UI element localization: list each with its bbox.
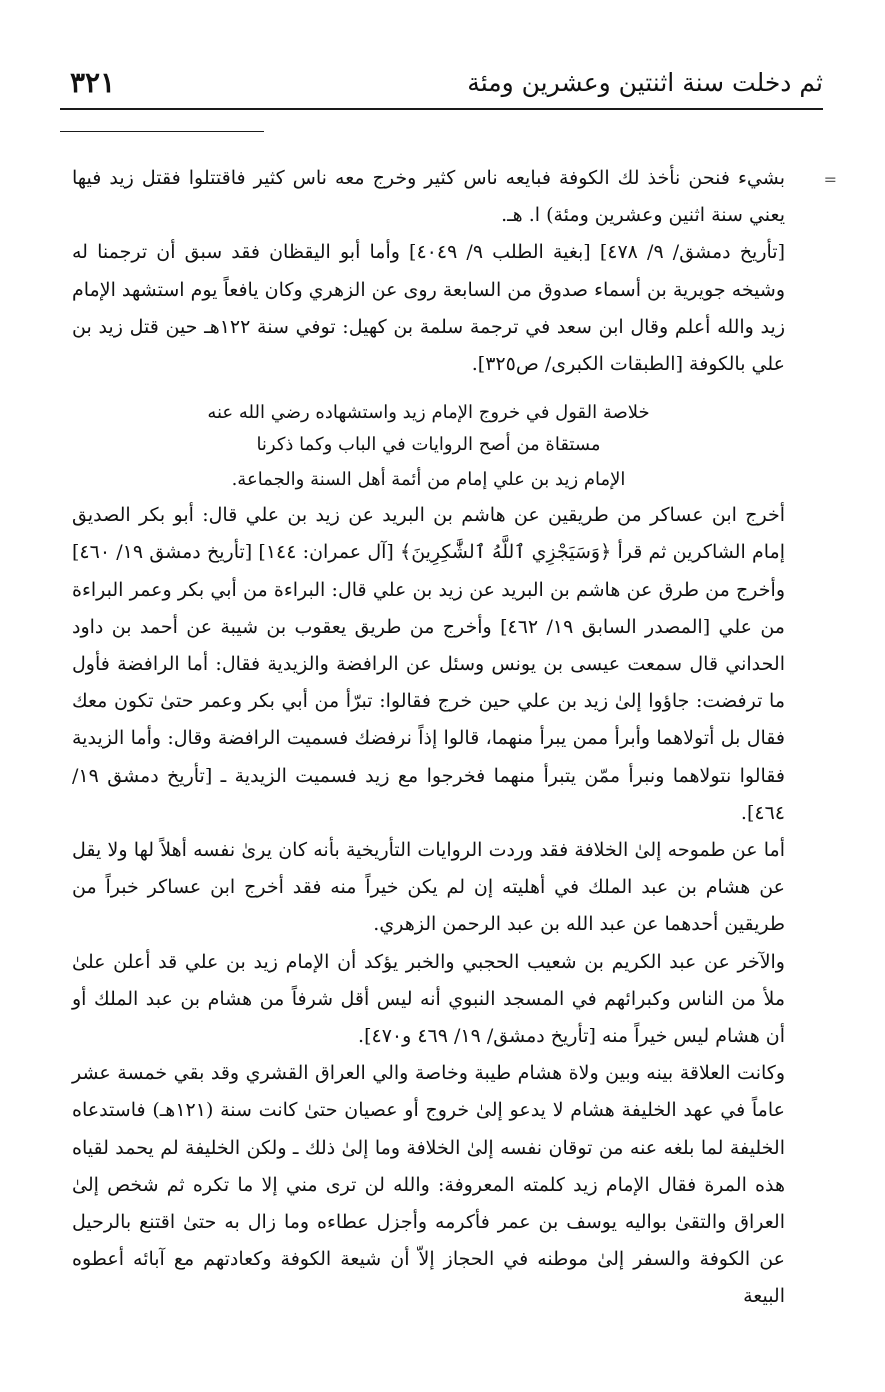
summary-line: مستقاة من أصح الروايات في الباب وكما ذكرنا xyxy=(256,434,601,456)
summary-line: خلاصة القول في خروج الإمام زيد واستشهاده رضي الله عنه xyxy=(207,402,650,424)
paragraph: وكانت العلاقة بينه وبين ولاة هشام طيبة وخاصة والي العراق القشري وقد بقي خمسة عشر عاماً في عهد الخليفة هشام لا يدعو إلىٰ خروج أو عصيان حتىٰ كانت سنة (١٢١هـ) فاستدعاه الخليفة لما بلغه عنه من توقان نفسه إلىٰ الخلافة وما إلىٰ ذلك ـ ولكن الخليفة لم يحمد لقياه هذه المرة فقال الإمام زيد كلمته المعروفة: والله لن ترى مني إلا ما تكره ثم شخص إلىٰ العراق والتقىٰ بواليه يوسف بن عمر فأكرمه وأجزل عطاءه وما زال به حتىٰ اقتنع بالرحيل عن الكوفة والسفر إلىٰ موطنه في الحجاز إلاّ أن شيعة الكوفة وكعادتهم مع آبائه أعطوه البيعة xyxy=(72,1062,785,1308)
body-text xyxy=(72,160,785,1316)
paragraph: [تأريخ دمشق/ ٩/ ٤٧٨] [بغية الطلب ٩/ ٤٠٤٩] وأما أبو اليقظان فقد سبق أن ترجمنا له وشيخه جويرية بن أسماء صدوق من السابعة روى عن الزهري وكان يافعاً يوم استشهد الإمام زيد والله أعلم وقال ابن سعد في ترجمة سلمة بن كهيل: توفي سنة ١٢٢هـ حين قتل زيد بن علي بالكوفة [الطبقات الكبرى/ ص٣٢٥]. xyxy=(72,241,785,376)
continuation-mark: = xyxy=(823,170,837,189)
summary-heading-block xyxy=(72,397,785,461)
running-title: ثم دخلت سنة اثنتين وعشرين ومئة xyxy=(467,68,823,97)
page-header xyxy=(60,62,823,110)
paragraph: بشيء فنحن نأخذ لك الكوفة فبايعه ناس كثير وخرج معه ناس كثير فاقتتلوا فقتل زيد فيها يعني سنة اثنين وعشرين ومئة) ا. هـ. xyxy=(72,167,785,227)
paragraph: والآخر عن عبد الكريم بن شعيب الحجبي والخبر يؤكد أن الإمام زيد بن علي قد أعلن علىٰ ملأ من الناس وكبرائهم في المسجد النبوي أنه ليس أقل شرفاً من هشام بن عبد الملك أو أن هشام ليس خيراً منه [تأريخ دمشق/ ١٩/ ٤٦٩ و٤٧٠]. xyxy=(72,950,785,1048)
paragraph: أما عن طموحه إلىٰ الخلافة فقد وردت الروايات التأريخية بأنه كان يرىٰ نفسه أهلاً لها ولا يقل عن هشام بن عبد الملك في أهليته إن لم يكن خيراً منه فقد أخرج ابن عساكر خبراً من طريقين أحدهما عن عبد الله بن عبد الرحمن الزهري. xyxy=(72,839,785,936)
summary-statement: الإمام زيد بن علي إمام من أئمة أهل السنة والجماعة. xyxy=(231,469,626,491)
footnote-separator-rule xyxy=(60,131,264,132)
page-number: ٣٢١ xyxy=(70,66,116,99)
paragraph: أخرج ابن عساكر من طريقين عن هاشم بن البريد عن زيد بن علي قال: أبو بكر الصديق إمام الشاكرين ثم قرأ ﴿وَسَيَجْزِي ٱللَّهُ ٱلشَّٰكِرِينَ﴾ [آل عمران: ١٤٤] [تأريخ دمشق ١٩/ ٤٦٠] وأخرج من طرق عن هاشم بن البريد عن زيد بن علي قال: البراءة من أبي بكر وعمر البراءة من علي [المصدر السابق ١٩/ ٤٦٢] وأخرج من طريق يعقوب بن شيبة عن أحمد بن داود الحداني قال سمعت عيسى بن يونس وسئل عن الرافضة والزيدية فقال: أما الرافضة فأول ما ترفضت: جاؤوا إلىٰ زيد بن علي حين خرج فقالوا: تبرّأ من أبي بكر وعمر حتىٰ تكون معك فقال بل أتولاهما وأبرأ ممن يبرأ منهما، قالوا إذاً نرفضك فسميت الرافضة وقال: وأما الزيدية فقالوا نتولاهما ونبرأ ممّن يتبرأ منهما فخرجوا مع زيد فسميت الزيدية ـ [تأريخ دمشق ١٩/ ٤٦٤]. xyxy=(72,504,785,824)
